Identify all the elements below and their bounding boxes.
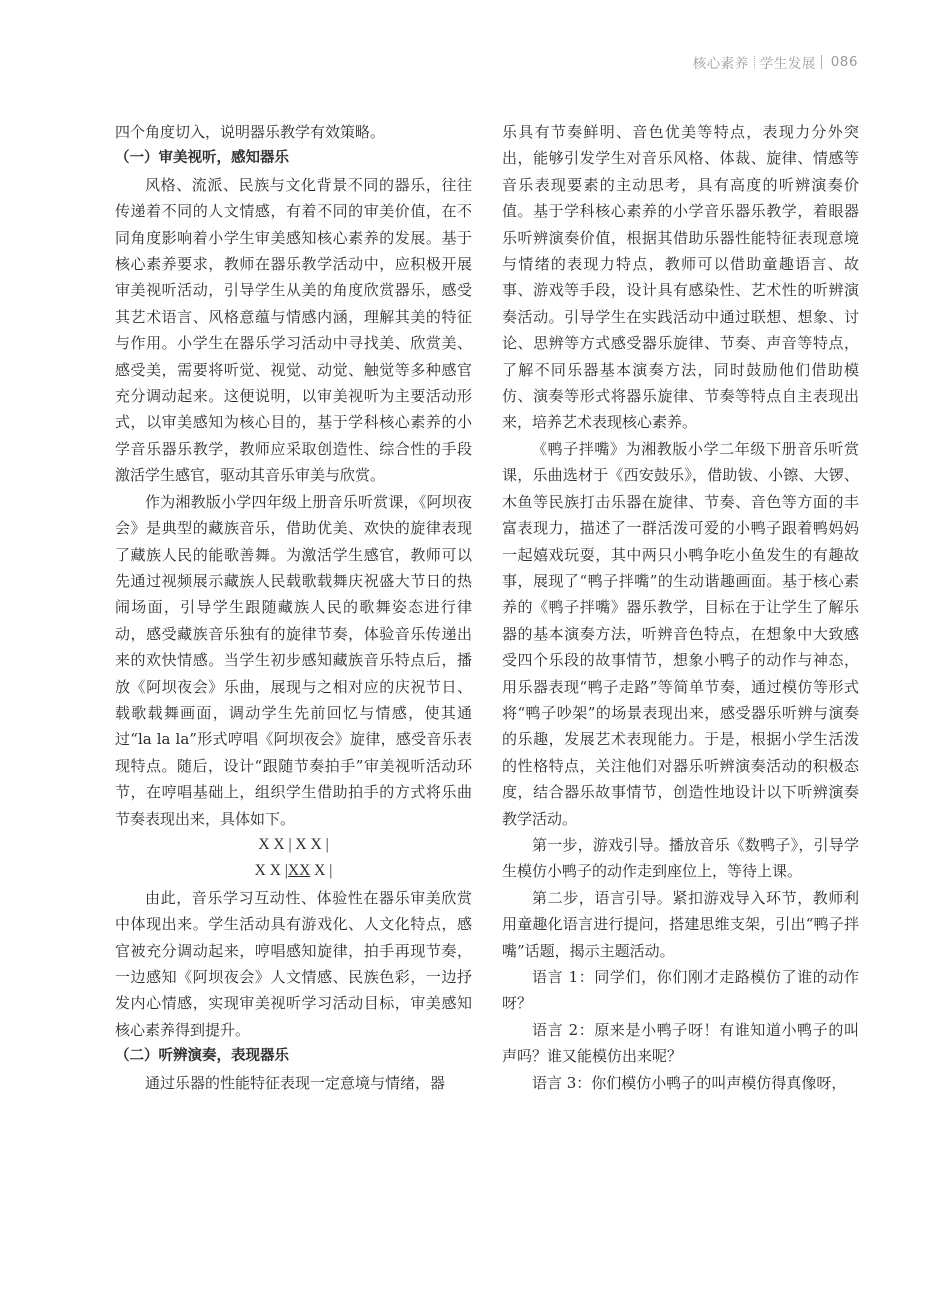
paragraph: 风格、流派、民族与文化背景不同的器乐，往往传递着不同的人文情感，有着不同的审美价值，在不同角度影响着小学生审美感知核心素养的发展。基于核心素养要求，教师在器乐教学活动中，应积极开展审美视听活动，引导学生从美的角度欣赏器乐，感受其艺术语言、风格意蕴与情感内涵，理解其美的特征与作用。小学生在器乐学习活动中寻找美、欣赏美、感受美，需要将听觉、视觉、动觉、触觉等多种感官充分调动起来。这便说明，以审美视听为主要活动形式，以审美感知为核心目的，基于学科核心素养的小学音乐器乐教学，教师应采取创造性、综合性的手段激活学生感官，驱动其音乐审美与欣赏。 [115,175,472,485]
right-column [502,119,859,1096]
rhythm-part: X X | [254,862,288,880]
header-section: 核心素养 [692,56,749,72]
rhythm-line [115,858,472,884]
paragraph: 乐具有节奏鲜明、音色优美等特点，表现力分外突出，能够引发学生对音乐风格、体裁、旋律、情感等音乐表现要素的主动思考，具有高度的听辨演奏价值。基于学科核心素养的小学音乐器乐教学，着眼器乐听辨演奏价值，根据其借助乐器性能特征表现意境与情绪的表现力特点，教师可以借助童趣语言、故事、游戏等手段，设计具有感染性、艺术性的听辨演奏活动。引导学生在实践活动中通过联想、想象、讨论、思辨等方式感受器乐旋律、节奏、声音等特点，了解不同乐器基本演奏方法，同时鼓励他们借助模仿、演奏等形式将器乐旋律、节奏等特点自主表现出来，培养艺术表现核心素养。 [502,123,859,432]
header-subsection: 学生发展 [759,56,816,72]
rhythm-line: X X | X X | [258,835,329,853]
paragraph: 语言 3：你们模仿小鸭子的叫声模仿得真像呀， [532,1073,847,1092]
paragraph: 《鸭子拌嘴》为湘教版小学二年级下册音乐听赏课，乐曲选材于《西安鼓乐》，借助钹、小镲、大锣、木鱼等民族打击乐器在旋律、节奏、音色等方面的丰富表现力，描述了一群活泼可爱的小鸭子跟着鸭妈妈一起嬉戏玩耍，其中两只小鸭争吃小鱼发生的有趣故事，展现了“鸭子拌嘴”的生动谐趣画面。基于核心素养的《鸭子拌嘴》器乐教学，目标在于让学生了解乐器的基本演奏方法，听辨音色特点，在想象中大致感受四个乐段的故事情节，想象小鸭子的动作与神态，用乐器表现“鸭子走路”等简单节奏，通过模仿等形式将“鸭子吵架”的场景表现出来，感受器乐听辨与演奏的乐趣，发展艺术表现能力。于是，根据小学生活泼的性格特点，关注他们对器乐听辨演奏活动的积极态度，结合器乐故事情节，创造性地设计以下听辨演奏教学活动。 [502,439,859,828]
paragraph: 语言 2：原来是小鸭子呀！有谁知道小鸭子的叫声吗？谁又能模仿出来呢？ [502,1020,859,1066]
paragraph: 由此，音乐学习互动性、体验性在器乐审美欣赏中体现出来。学生活动具有游戏化、人文化特点，感官被充分调动起来，哼唱感知旋律，拍手再现节奏，一边感知《阿坝夜会》人文情感、民族色彩，一边抒发内心情感，实现审美视听学习活动目标，审美感知核心素养得到提升。 [115,888,472,1039]
paragraph: 四个角度切入，说明器乐教学有效策略。 [115,123,386,141]
section-heading: （二）听辨演奏，表现器乐 [115,1048,289,1065]
running-header [693,52,858,72]
page-number: 086 [830,54,858,70]
rhythm-part: X | [310,862,333,880]
paragraph: 第一步，游戏引导。播放音乐《数鸭子》，引导学生模仿小鸭子的动作走到座位上，等待上课。 [502,835,859,881]
rhythm-part-underlined: XX [287,862,311,880]
section-heading: （一）审美视听，感知器乐 [115,150,289,167]
left-column [115,119,472,1096]
paragraph: 作为湘教版小学四年级上册音乐听赏课，《阿坝夜会》是典型的藏族音乐，借助优美、欢快的旋律表现了藏族人民的能歌善舞。为激活学生感官，教师可以先通过视频展示藏族人民载歌载舞庆祝盛大节日的热闹场面，引导学生跟随藏族人民的歌舞姿态进行律动，感受藏族音乐独有的旋律节奏，体验音乐传递出来的欢快情感。当学生初步感知藏族音乐特点后，播放《阿坝夜会》乐曲，展现与之相对应的庆祝节日、载歌载舞画面，调动学生先前回忆与情感，使其通过“la la la”形式哼唱《阿坝夜会》旋律，感受音乐表现特点。随后，设计“跟随节奏拍手”审美视听活动环节，在哼唱基础上，组织学生借助拍手的方式将乐曲节奏表现出来，具体如下。 [115,492,472,828]
paragraph: 通过乐器的性能特征表现一定意境与情绪，器 [145,1073,446,1092]
header-divider [754,56,755,69]
header-divider [821,55,822,69]
paragraph: 语言 1：同学们，你们刚才走路模仿了谁的动作呀？ [502,968,859,1013]
paragraph: 第二步，语言引导。紧扣游戏导入环节，教师利用童趣化语言进行提问，搭建思维支架，引出“鸭子拌嘴”话题，揭示主题活动。 [502,888,859,960]
